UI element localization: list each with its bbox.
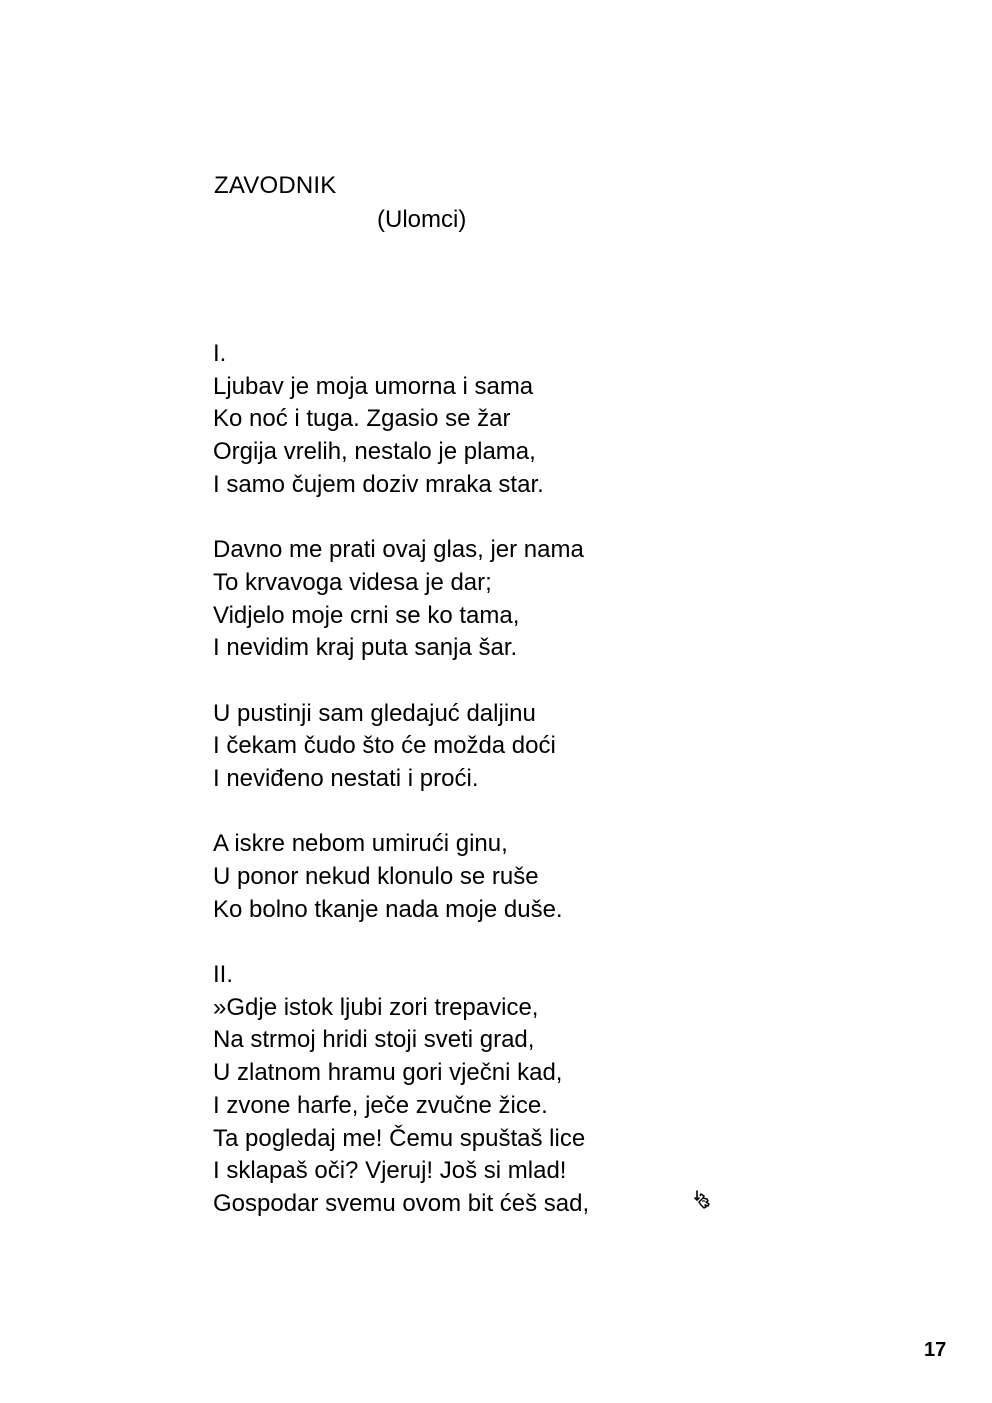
verse-line: Ta pogledaj me! Čemu spuštaš lice — [213, 1124, 586, 1152]
stanza — [213, 371, 773, 502]
page-number: 17 — [924, 1339, 947, 1361]
verse-line: U ponor nekud klonulo se ruše — [213, 863, 539, 890]
verse-line: U pustinji sam gledajuć daljinu — [213, 699, 536, 727]
verse-line: U zlatnom hramu gori vječni kad, — [213, 1059, 563, 1087]
verse-line: A iskre nebom umirući ginu, — [213, 830, 508, 858]
verse-line: I samo čujem doziv mraka star. — [213, 470, 544, 498]
verse-line: Na strmoj hridi stoji sveti grad, — [213, 1026, 535, 1054]
verse-line: »Gdje istok ljubi zori trepavice, — [213, 993, 539, 1021]
poem-body — [213, 338, 773, 1221]
verse-line: I neviđeno nestati i proći. — [213, 764, 479, 792]
verse-line: I nevidim kraj puta sanja šar. — [213, 634, 518, 662]
poem-subtitle: (Ulomci) — [377, 206, 467, 233]
verse-line: Orgija vrelih, nestalo je plama, — [213, 438, 536, 466]
verse-line: Davno me prati ovaj glas, jer nama — [213, 536, 584, 564]
page-turn-hand-icon — [691, 1188, 717, 1214]
verse-line: I čekam čudo što će možda doći — [213, 732, 556, 760]
stanza — [213, 534, 773, 665]
section-number: II. — [213, 961, 234, 989]
verse-line: Gospodar svemu ovom bit ćeš sad, — [213, 1189, 590, 1217]
verse-line: I zvone harfe, ječe zvučne žice. — [213, 1091, 548, 1119]
verse-line: Ko bolno tkanje nada moje duše. — [213, 895, 563, 923]
stanza — [213, 992, 773, 1221]
stanza — [213, 828, 773, 926]
section-number: I. — [213, 340, 227, 367]
verse-line: I sklapaš oči? Vjeruj! Još si mlad! — [213, 1157, 567, 1185]
verse-line: Ljubav je moja umorna i sama — [213, 372, 534, 400]
verse-line: Ko noć i tuga. Zgasio se žar — [213, 405, 511, 433]
poem-title: ZAVODNIK — [214, 172, 337, 199]
verse-line: Vidjelo moje crni se ko tama, — [213, 601, 520, 629]
stanza — [213, 698, 773, 796]
verse-line: To krvavoga videsa je dar; — [213, 568, 492, 596]
